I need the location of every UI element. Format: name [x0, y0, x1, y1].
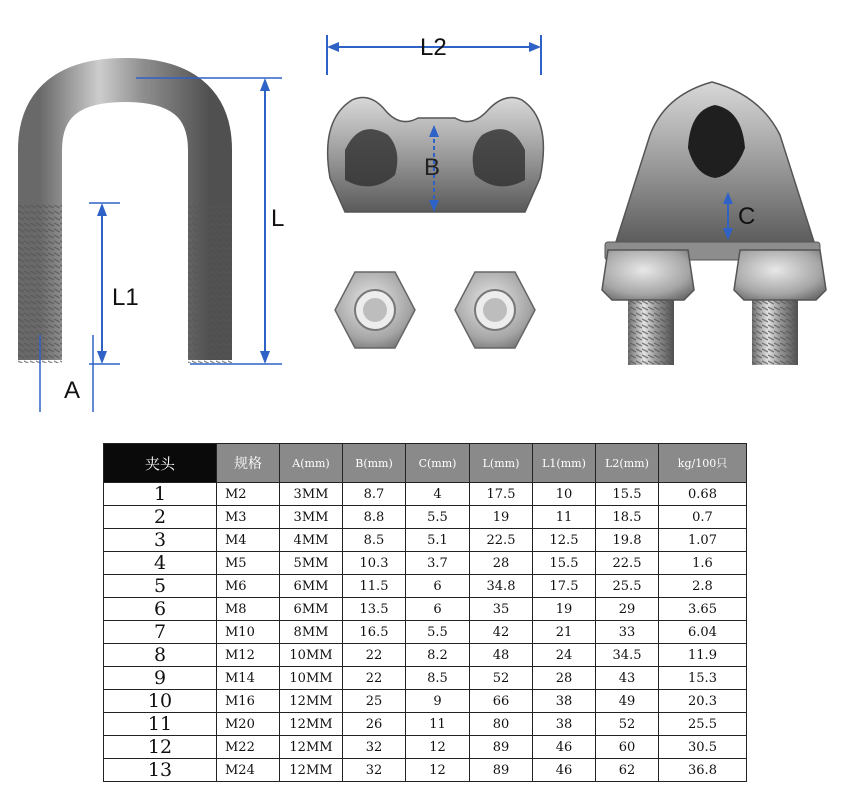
table-row	[104, 552, 747, 575]
table-cell: 7	[104, 621, 217, 644]
table-cell: M4	[217, 529, 280, 552]
nut-left-image	[335, 272, 415, 348]
table-row	[104, 667, 747, 690]
table-cell: 11.9	[659, 644, 747, 667]
table-cell: 10MM	[280, 644, 343, 667]
table-cell: 12	[104, 736, 217, 759]
table-cell: 52	[596, 713, 659, 736]
table-cell: 1.6	[659, 552, 747, 575]
table-cell: M3	[217, 506, 280, 529]
header-cell: A(mm)	[280, 444, 343, 483]
table-cell: 19	[470, 506, 533, 529]
label-c: C	[738, 203, 756, 230]
table-cell: 5.1	[406, 529, 470, 552]
table-cell: 4	[406, 483, 470, 506]
header-cell: L(mm)	[470, 444, 533, 483]
table-cell: 19.8	[596, 529, 659, 552]
table-cell: 19	[533, 598, 596, 621]
table-cell: M22	[217, 736, 280, 759]
table-header-row	[104, 444, 747, 483]
table-cell: 8.2	[406, 644, 470, 667]
table-row	[104, 598, 747, 621]
table-cell: 15.5	[533, 552, 596, 575]
table-cell: 33	[596, 621, 659, 644]
table-cell: 1	[104, 483, 217, 506]
table-cell: 11	[533, 506, 596, 529]
table-cell: 22	[343, 644, 406, 667]
table-cell: 46	[533, 759, 596, 782]
table-cell: M12	[217, 644, 280, 667]
table-cell: 32	[343, 759, 406, 782]
table-cell: 13	[104, 759, 217, 782]
table-row	[104, 690, 747, 713]
u-bolt-image	[18, 80, 232, 363]
table-cell: 3.65	[659, 598, 747, 621]
table-cell: M14	[217, 667, 280, 690]
table-cell: 6.04	[659, 621, 747, 644]
table-cell: 4MM	[280, 529, 343, 552]
table-cell: 35	[470, 598, 533, 621]
table-cell: 6	[406, 575, 470, 598]
table-cell: 17.5	[533, 575, 596, 598]
table-cell: 5	[104, 575, 217, 598]
table-cell: 29	[596, 598, 659, 621]
table-cell: 8.5	[406, 667, 470, 690]
table-cell: 34.8	[470, 575, 533, 598]
table-cell: 43	[596, 667, 659, 690]
table-row	[104, 713, 747, 736]
table-cell: M10	[217, 621, 280, 644]
table-row	[104, 644, 747, 667]
table-cell: 38	[533, 690, 596, 713]
table-cell: 3MM	[280, 506, 343, 529]
table-cell: 3	[104, 529, 217, 552]
header-cell: 夹头	[104, 444, 217, 483]
table-cell: 8.5	[343, 529, 406, 552]
table-cell: 12	[406, 736, 470, 759]
table-cell: 18.5	[596, 506, 659, 529]
table-row	[104, 621, 747, 644]
table-cell: 13.5	[343, 598, 406, 621]
label-b: B	[424, 154, 441, 181]
table-cell: 1.07	[659, 529, 747, 552]
header-cell: kg/100只	[659, 444, 747, 483]
table-cell: 3MM	[280, 483, 343, 506]
table-cell: 28	[470, 552, 533, 575]
table-cell: 89	[470, 759, 533, 782]
table-cell: 20.3	[659, 690, 747, 713]
table-cell: 22.5	[470, 529, 533, 552]
table-cell: 8.8	[343, 506, 406, 529]
table-cell: 4	[104, 552, 217, 575]
table-cell: 25.5	[596, 575, 659, 598]
table-row	[104, 506, 747, 529]
table-cell: 8MM	[280, 621, 343, 644]
table-cell: 5.5	[406, 506, 470, 529]
table-cell: 9	[406, 690, 470, 713]
table-cell: 10.3	[343, 552, 406, 575]
table-cell: 49	[596, 690, 659, 713]
table-cell: 38	[533, 713, 596, 736]
table-cell: 11	[104, 713, 217, 736]
table-cell: M20	[217, 713, 280, 736]
table-cell: 0.7	[659, 506, 747, 529]
table-cell: 52	[470, 667, 533, 690]
table-cell: 12	[406, 759, 470, 782]
table-cell: 22.5	[596, 552, 659, 575]
table-cell: M6	[217, 575, 280, 598]
table-cell: 5MM	[280, 552, 343, 575]
table-cell: 25	[343, 690, 406, 713]
label-l2: L2	[420, 34, 447, 61]
table-cell: 66	[470, 690, 533, 713]
table-cell: 10	[533, 483, 596, 506]
spec-table	[103, 443, 747, 782]
table-cell: 22	[343, 667, 406, 690]
table-cell: M2	[217, 483, 280, 506]
table-cell: 16.5	[343, 621, 406, 644]
table-cell: 6MM	[280, 575, 343, 598]
table-cell: 60	[596, 736, 659, 759]
table-cell: 9	[104, 667, 217, 690]
table-cell: 8.7	[343, 483, 406, 506]
table-cell: M8	[217, 598, 280, 621]
table-cell: 2.8	[659, 575, 747, 598]
label-l1: L1	[112, 284, 139, 311]
table-cell: 28	[533, 667, 596, 690]
label-l: L	[271, 205, 285, 232]
header-cell: L1(mm)	[533, 444, 596, 483]
table-cell: 6	[406, 598, 470, 621]
nut-right-image	[455, 272, 535, 348]
table-cell: 2	[104, 506, 217, 529]
table-cell: 8	[104, 644, 217, 667]
table-row	[104, 759, 747, 782]
table-cell: 11.5	[343, 575, 406, 598]
assembled-clip-image	[602, 82, 826, 365]
table-cell: 62	[596, 759, 659, 782]
table-cell: 5.5	[406, 621, 470, 644]
table-cell: 21	[533, 621, 596, 644]
table-cell: 11	[406, 713, 470, 736]
table-row	[104, 736, 747, 759]
table-cell: 89	[470, 736, 533, 759]
header-cell: B(mm)	[343, 444, 406, 483]
table-cell: 25.5	[659, 713, 747, 736]
table-cell: 15.3	[659, 667, 747, 690]
table-cell: 6	[104, 598, 217, 621]
table-cell: 15.5	[596, 483, 659, 506]
table-cell: 42	[470, 621, 533, 644]
table-row	[104, 483, 747, 506]
table-cell: 32	[343, 736, 406, 759]
table-cell: 12MM	[280, 736, 343, 759]
table-cell: 12.5	[533, 529, 596, 552]
table-cell: 12MM	[280, 759, 343, 782]
table-cell: 3.7	[406, 552, 470, 575]
table-cell: 46	[533, 736, 596, 759]
table-cell: 10MM	[280, 667, 343, 690]
table-cell: M24	[217, 759, 280, 782]
table-cell: 48	[470, 644, 533, 667]
table-cell: 36.8	[659, 759, 747, 782]
header-cell: 规格	[217, 444, 280, 483]
table-cell: M16	[217, 690, 280, 713]
header-cell: L2(mm)	[596, 444, 659, 483]
header-cell: C(mm)	[406, 444, 470, 483]
table-cell: 0.68	[659, 483, 747, 506]
table-cell: 6MM	[280, 598, 343, 621]
table-cell: 10	[104, 690, 217, 713]
table-cell: 12MM	[280, 690, 343, 713]
label-a: A	[64, 377, 81, 404]
table-cell: 24	[533, 644, 596, 667]
table-cell: 30.5	[659, 736, 747, 759]
table-cell: 80	[470, 713, 533, 736]
table-cell: 12MM	[280, 713, 343, 736]
table-cell: M5	[217, 552, 280, 575]
table-cell: 26	[343, 713, 406, 736]
table-cell: 17.5	[470, 483, 533, 506]
table-cell: 34.5	[596, 644, 659, 667]
table-row	[104, 575, 747, 598]
table-row	[104, 529, 747, 552]
